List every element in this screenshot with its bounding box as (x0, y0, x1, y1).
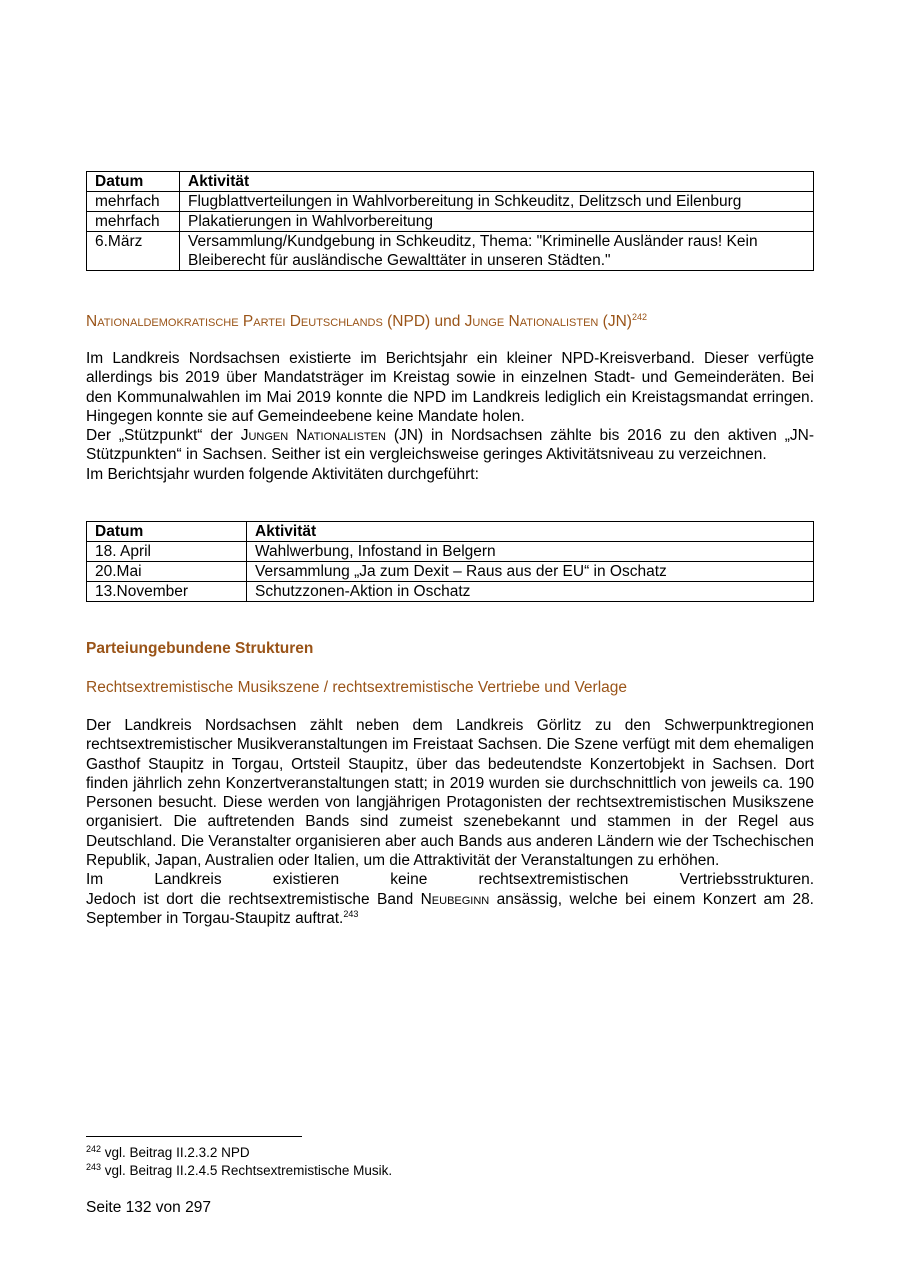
page-number: Seite 132 von 297 (86, 1199, 211, 1216)
footnote-ref: 242 (631, 312, 647, 322)
table-row (87, 212, 814, 232)
subheading: Rechtsextremistische Musikszene / rechtsextremistische Vertriebe und Verlage (86, 679, 628, 696)
npd-heading-jn: Junge Nationalisten (464, 313, 599, 330)
activity-cell: Schutzzonen-Aktion in Oschatz (247, 582, 814, 602)
npd-heading-abbr: (JN) (598, 313, 632, 330)
activity-cell: Wahlwerbung, Infostand in Belgern (247, 542, 814, 562)
music-paragraph-1: Der Landkreis Nordsachsen zählt neben dem Landkreis Görlitz zu den Schwerpunktregionen rechtsextremistischer Musikveranstaltungen im Freistaat Sachsen. Die Szene verfügt mit dem ehemaligen Gasthof Staupitz in Torgau, Ortsteil Staupitz, über das bedeutendste Konzertobjekt in Sachsen. Dort finden jährlich zehn Konzertveranstaltungen statt; in 2019 wurden sie durchschnittlich von jeweils ca. 190 Personen besucht. Diese werden von langjährigen Protagonisten der rechtsextremistischen Musikszene organisiert. Die auftretenden Bands sind zumeist szenebekannt und stammen in der Regel aus Deutschland. Die Veranstalter organisieren aber auch Bands aus anderen Ländern wie der Tschechischen Republik, Japan, Australien oder Italien, um die Attraktivität der Veranstaltungen zu erhöhen. (86, 717, 814, 870)
date-cell: 13.November (87, 582, 247, 602)
column-header: Datum (87, 522, 247, 542)
npd-heading-connector: (NPD) und (382, 313, 465, 330)
footnote: $^{242}$ vgl. Beitrag II.2.3.2 NPD (86, 1144, 250, 1160)
footnote-ref: 243 (343, 908, 359, 919)
column-header: Aktivität (180, 172, 814, 192)
activity-cell: Versammlung „Ja zum Dexit – Raus aus der EU“ in Oschatz (247, 562, 814, 582)
column-header: Datum (87, 172, 180, 192)
music-paragraph-3: Jedoch ist dort die rechtsextremistische Band Neubeginn ansässig, welche bei einem Konzert am 28. September in Torgau-Staupitz auftrat.$^{243}$ (86, 890, 814, 927)
date-cell: 18. April (87, 542, 247, 562)
activities-table-1 (86, 171, 814, 271)
table-row (87, 562, 814, 582)
footnote: $^{243}$ vgl. Beitrag II.2.4.5 Rechtsextremistische Musik. (86, 1162, 393, 1178)
activities-table-2 (86, 521, 814, 602)
npd-paragraph-1: Im Landkreis Nordsachsen existierte im Berichtsjahr ein kleiner NPD-Kreisverband. Dieser verfügte allerdings bis 2019 über Mandatsträger im Kreistag sowie in einzelnen Stadt- und Gemeinderäten. Bei den Kommunalwahlen im Mai 2019 konnte die NPD im Landkreis lediglich ein Kreistagsmandat erringen. Hingegen konnte sie auf Gemeindeebene keine Mandate holen. (86, 350, 814, 425)
table-row (87, 192, 814, 212)
activity-cell: Flugblattverteilungen in Wahlvorbereitung in Schkeuditz, Delitzsch und Eilenburg (180, 192, 814, 212)
music-paragraph-2: Im Landkreis existieren keine rechtsextremistischen Vertriebsstrukturen. (86, 871, 814, 889)
date-cell: 20.Mai (87, 562, 247, 582)
table-row (87, 542, 814, 562)
npd-heading (86, 312, 814, 331)
footnote-divider (86, 1136, 302, 1137)
table-header-row (87, 172, 814, 192)
date-cell: mehrfach (87, 192, 180, 212)
date-cell: 6.März (87, 232, 180, 271)
column-header: Aktivität (247, 522, 814, 542)
npd-paragraph-2: Der „Stützpunkt“ der Jungen Nationalisten (JN) in Nordsachsen zählte bis 2016 zu den aktiven „JN-Stützpunkten“ in Sachsen. Seither ist ein vergleichsweise geringes Aktivitätsniveau zu verzeichnen. (86, 427, 814, 464)
table-row (87, 582, 814, 602)
npd-heading-party: Nationaldemokratische Partei Deutschlands (86, 313, 383, 330)
table-header-row (87, 522, 814, 542)
npd-body (86, 349, 814, 484)
npd-paragraph-3: Im Berichtsjahr wurden folgende Aktivitäten durchgeführt: (86, 465, 479, 483)
music-body (86, 716, 814, 928)
activity-cell: Versammlung/Kundgebung in Schkeuditz, Thema: "Kriminelle Ausländer raus! Kein Bleiberecht für ausländische Gewalttäter in unseren Städten." (180, 232, 814, 271)
activity-cell: Plakatierungen in Wahlvorbereitung (180, 212, 814, 232)
table-row (87, 232, 814, 271)
date-cell: mehrfach (87, 212, 180, 232)
section-heading: Parteiungebundene Strukturen (86, 640, 314, 657)
